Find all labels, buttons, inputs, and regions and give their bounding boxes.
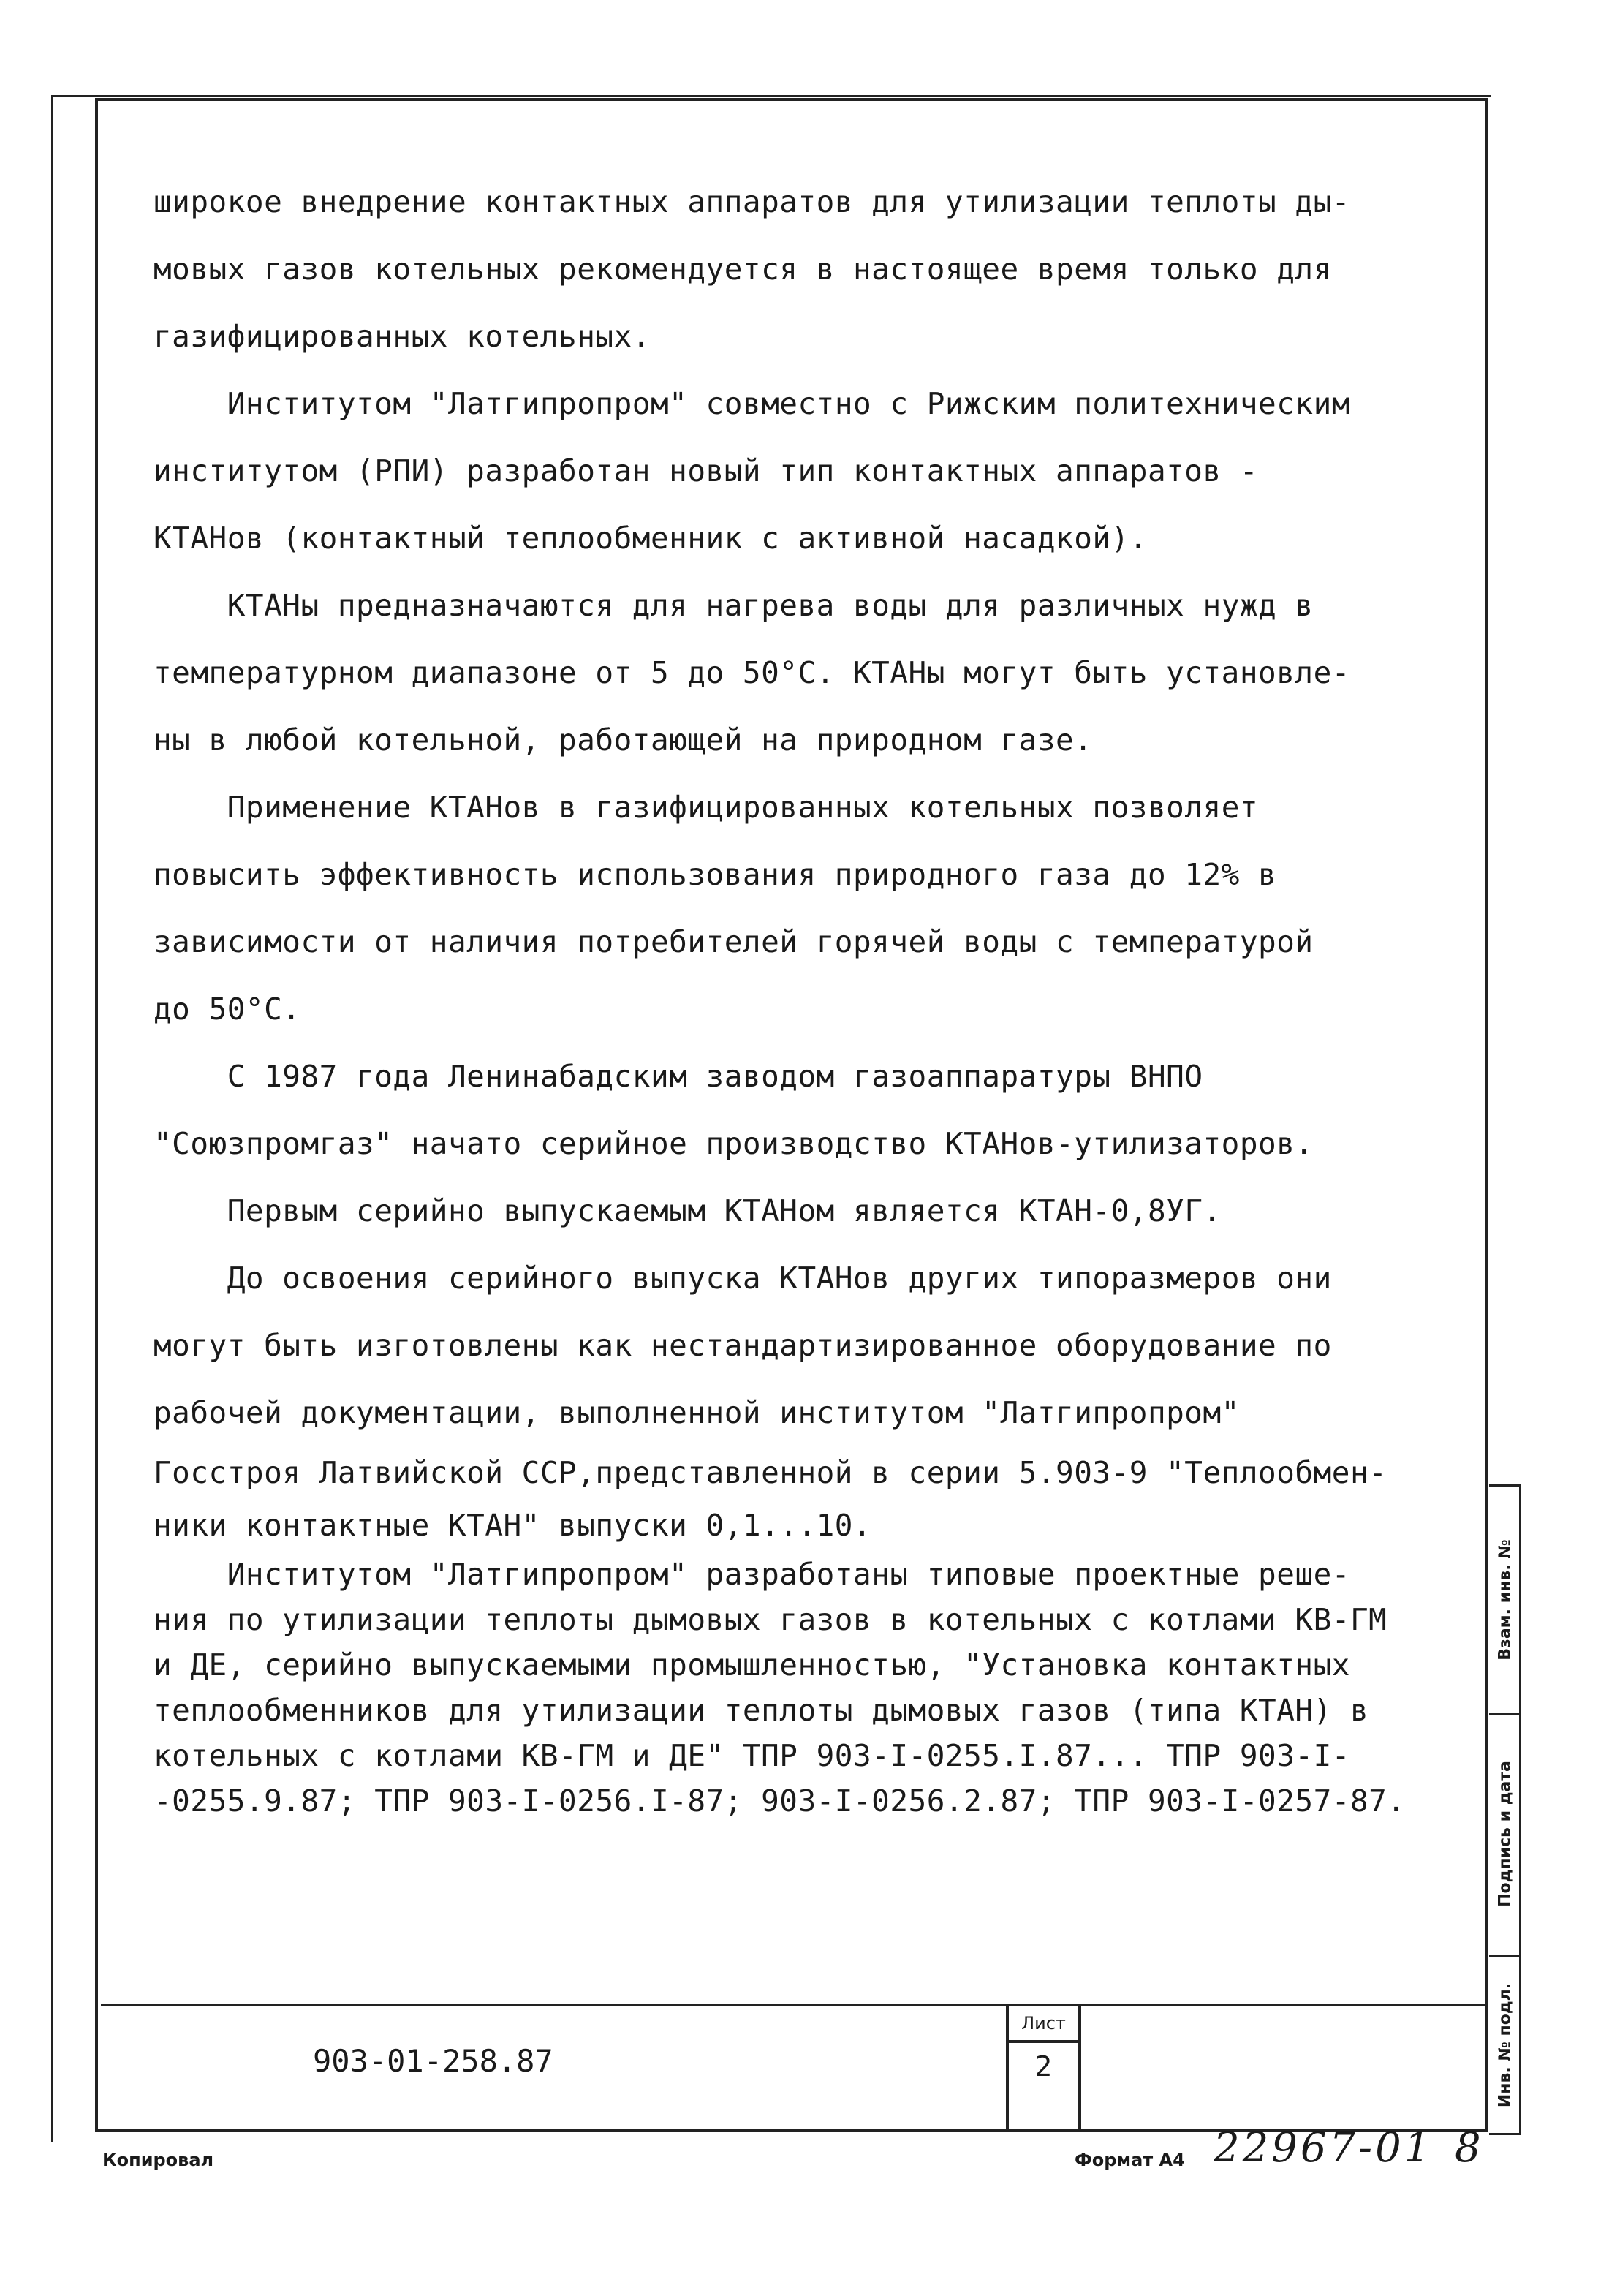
side-cell-signature-date [1489, 1713, 1521, 1957]
side-cell-replacement-inventory [1489, 1487, 1521, 1715]
paragraph-4: Применение КТАНов в газифицированных котельных позволяет повысить эффективность использования природного газа до 12% в зависимости от наличия потребителей горячей воды с температурой до 50°С. [154, 790, 1314, 1027]
outer-frame-left-line [51, 95, 53, 2142]
paragraph-5: С 1987 года Ленинабадским заводом газоаппаратуры ВНПО "Союзпромгаз" начато серийное производство КТАНов-утилизаторов. [154, 1059, 1314, 1161]
side-stamp-strip [1489, 1484, 1521, 2135]
paragraph-9: Институтом "Латгипропром" разработаны типовые проектные реше- ния по утилизации теплоты дымовых газов в котельных с котлами КВ-ГМ и ДЕ, серийно выпускаемыми промышленностью, "Установка контактных теплообменников для утилизации теплоты дымовых газов (типа КТАН) в котельных с котлами КВ-ГМ и ДЕ" ТПР 903-I-0255.I.87... ТПР 903-I- -0255.9.87; ТПР 903-I-0256.I-87; 903-I-0256.2.87; ТПР 903-I-0257-87. [154, 1557, 1406, 1819]
side-label: Подпись и дата [1496, 1761, 1515, 1907]
side-cell-original-inventory [1489, 1955, 1521, 2135]
paragraph-2: Институтом "Латгипропром" совместно с Рижским политехническим институтом (РПИ) разработан новый тип контактных аппаратов - КТАНов (контактный теплообменник с активной насадкой). [154, 386, 1350, 556]
handwritten-inventory-number: 22967-01 [1214, 2124, 1434, 2172]
copied-by-label: Копировал [102, 2150, 214, 2170]
side-label: Инв. № подл. [1496, 1982, 1515, 2107]
outer-frame-top-line [51, 95, 1491, 97]
sheet-label: Лист [1009, 2006, 1078, 2043]
side-label: Взам. инв. № [1496, 1539, 1515, 1661]
paragraph-7: До освоения серийного выпуска КТАНов других типоразмеров они могут быть изготовлены как нестандартизированное оборудование по рабочей документации, выполненной институтом "Латгипропром" [154, 1261, 1332, 1430]
title-block [101, 2004, 1485, 2129]
document-code: 903-01-258.87 [313, 2043, 553, 2079]
document-body [154, 168, 1469, 1824]
sheet-cell [1006, 2006, 1081, 2129]
paragraph-3: КТАНы предназначаются для нагрева воды для различных нужд в температурном диапазоне от 5 до 50°С. КТАНы могут быть установле- ны в любой котельной, работающей на природном газе. [154, 588, 1350, 758]
sheet-number: 2 [1034, 2050, 1053, 2082]
format-label: Формат А4 [1075, 2150, 1185, 2170]
paragraph-6: Первым серийно выпускаемым КТАНом является КТАН-0,8УГ. [154, 1193, 1222, 1228]
handwritten-page-number: 8 [1455, 2124, 1481, 2172]
paragraph-8: Госстроя Латвийской ССР,представленной в серии 5.903-9 "Теплообмен- ники контактные КТАН" выпуски 0,1...10. [154, 1455, 1387, 1543]
paragraph-1: широкое внедрение контактных аппаратов для утилизации теплоты ды- мовых газов котельных рекомендуется в настоящее время только для газифицированных котельных. [154, 184, 1350, 354]
